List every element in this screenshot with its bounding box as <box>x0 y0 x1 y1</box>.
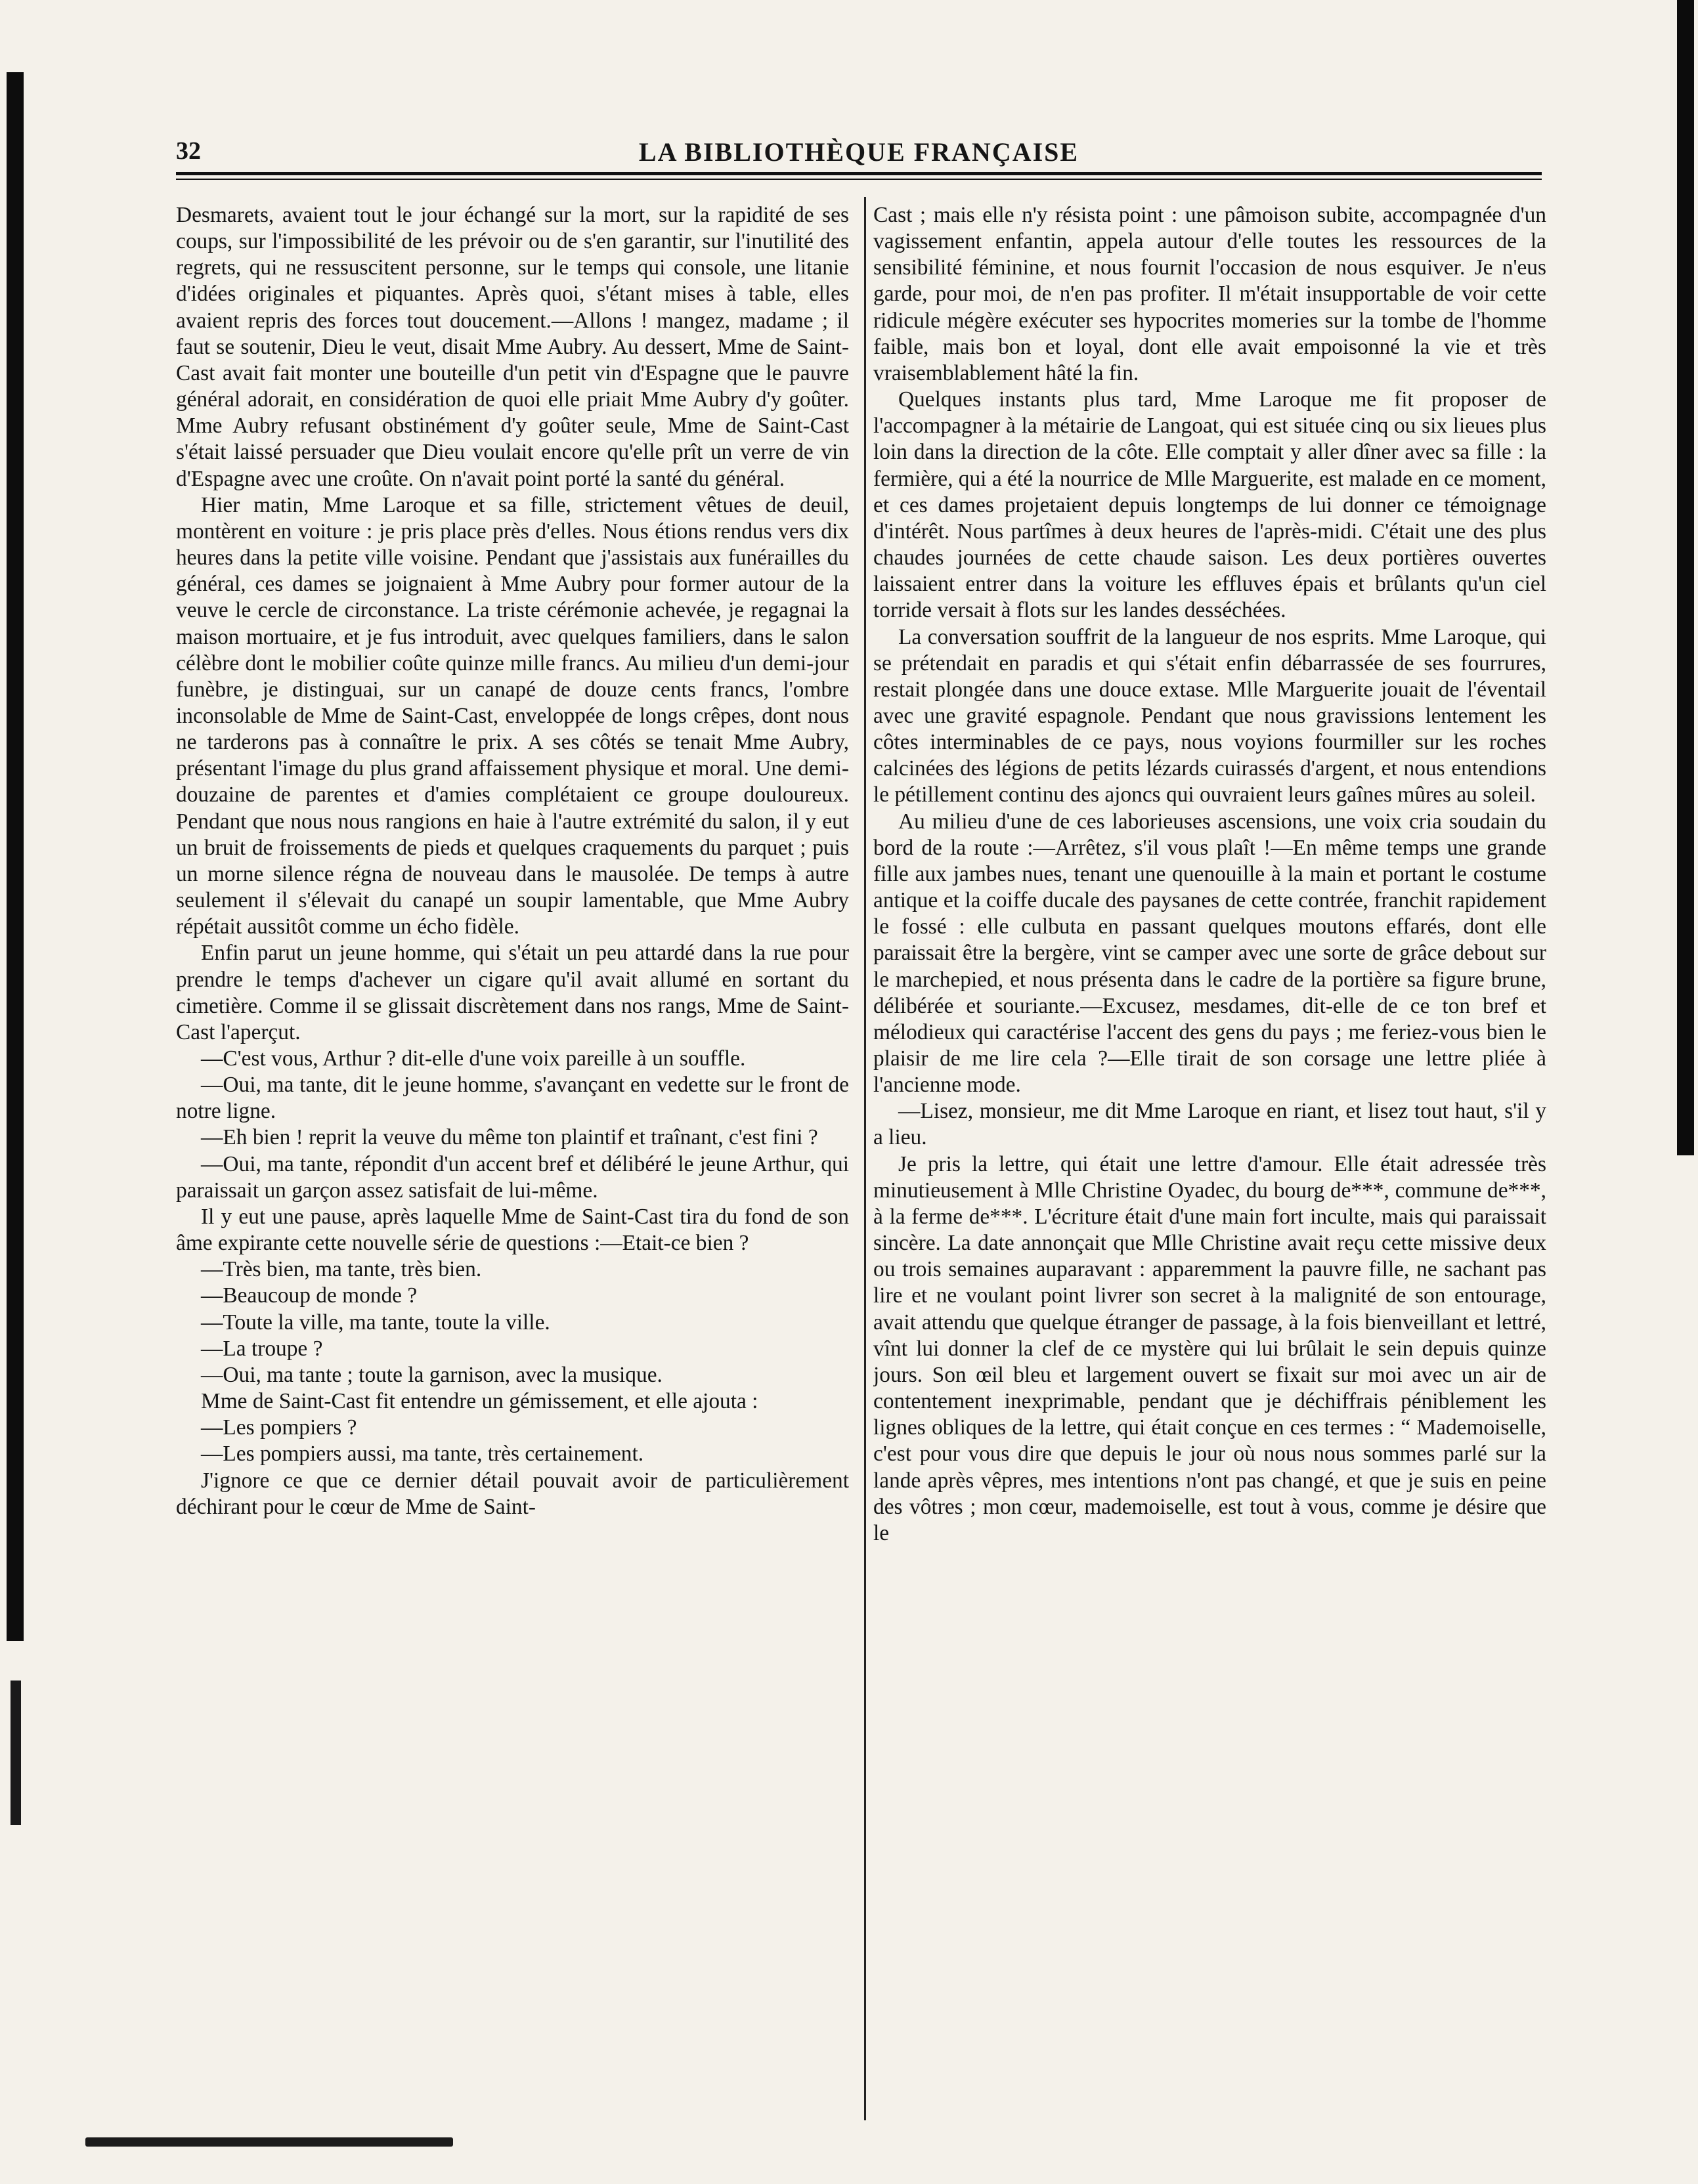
right-column <box>873 202 1546 2119</box>
paragraph: —Oui, ma tante ; toute la garnison, avec la musique. <box>201 1362 663 1387</box>
scan-edge-shadow-left <box>7 72 24 1641</box>
page-number: 32 <box>176 137 201 165</box>
paragraph: Quelques instants plus tard, Mme Laroque me fit proposer de l'accompagner à la métairie de Langoat, qui est située cinq ou six lieues plus loin dans la direction de la côte. Elle comptait y aller dîner avec sa fille : la fermière, qui a été la nourrice de Mlle Marguerite, est malade en ce moment, et ces dames projetaient depuis longtemps de lui donner ce témoignage d'intérêt. Nous partîmes à deux heures de l'après-midi. C'était une des plus chaudes journées de cette chaude saison. Les deux portières ouvertes laissaient entrer dans la voiture les effluves épais et brûlants qu'un ciel torride versait à flots sur les landes desséchées. <box>873 387 1546 623</box>
column-separator <box>864 197 866 2120</box>
paragraph: Mme de Saint-Cast fit entendre un gémissement, et elle ajouta : <box>201 1389 758 1414</box>
paragraph: Au milieu d'une de ces laborieuses ascensions, une voix cria soudain du bord de la route :—Arrêtez, s'il vous plaît !—En même temps une grande fille aux jambes nues, tenant une quenouille à la main et portant le costume antique et la coiffe ducale des paysanes de cette contrée, franchit rapidement le fossé : elle culbuta en passant quelques moutons effarés, dont elle paraissait être la bergère, vint se camper avec une sorte de grâce debout sur le marchepied, et nous présenta dans le cadre de la portière sa figure brune, délibérée et souriante.—Excusez, mesdames, dit-elle de ce ton bref et mélodieux qui caractérise l'accent des gens du pays ; me feriez-vous bien le plaisir de me lire cela ?—Elle tirait de son corsage une lettre pliée à l'ancienne mode. <box>873 809 1546 1098</box>
paragraph: Desmarets, avaient tout le jour échangé sur la mort, sur la rapidité de ses coups, sur l'impossibilité de les prévoir ou de s'en garantir, sur l'inutilité des regrets, qui ne ressuscitent personne, sur le temps qui console, une litanie d'idées originales et piquantes. Après quoi, s'étant mises à table, elles avaient repris des forces tout doucement.—Allons ! mangez, madame ; il faut se soutenir, Dieu le veut, disait Mme Aubry. Au dessert, Mme de Saint-Cast avait fait monter une bouteille d'un petit vin d'Espagne que le pauvre général adorait, en considération de quoi elle priait Mme Aubry d'y goûter. Mme Aubry refusant obstinément d'y goûter seule, Mme de Saint-Cast s'était laissé persuader que Dieu voulait encore qu'elle prît un verre de vin d'Espagne avec une croûte. On n'avait point porté la santé du général. <box>176 203 849 491</box>
header-rule-thin <box>176 179 1542 180</box>
page-header <box>176 137 1542 176</box>
paragraph: J'ignore ce que ce dernier détail pouvait avoir de particulièrement déchirant pour le cœur de Mme de Saint- <box>176 1468 849 1519</box>
paragraph: Enfin parut un jeune homme, qui s'était un peu attardé dans la rue pour prendre le temps d'achever un cigare qu'il avait allumé en sortant du cimetière. Comme il se glissait discrètement dans nos rangs, Mme de Saint-Cast l'aperçut. <box>176 941 849 1044</box>
paragraph: —Très bien, ma tante, très bien. <box>201 1257 482 1282</box>
scan-edge-shadow-right <box>1677 0 1694 1155</box>
paragraph: —Les pompiers ? <box>201 1415 357 1440</box>
paragraph: Je pris la lettre, qui était une lettre d'amour. Elle était adressée très minutieusement à Mlle Christine Oyadec, du bourg de***, commune de***, à la ferme de***. L'écriture était d'une main fort inculte, mais qui paraissait sincère. La date annonçait que Mlle Christine avait reçu cette missive deux ou trois semaines auparavant : apparemment la pauvre fille, ne sachant pas lire et ne voulant point livrer son secret à la malignité de son entourage, avait attendu que quelque étranger de passage, à la fois bienveillant et lettré, vînt lui donner la clef de ce mystère qui lui brûlait le sein depuis quinze jours. Son œil bleu et largement ouvert se fixait sur moi avec un air de contentement inexprimable, pendant que je déchiffrais péniblement les lignes obliques de la lettre, qui était conçue en ces termes : “ Mademoiselle, c'est pour vous dire que depuis le jour où nous nous sommes parlé sur la lande après vêpres, mes intentions n'ont pas changé, et que je suis en peine des vôtres ; mon cœur, mademoiselle, est tout à vous, comme je désire que le <box>873 1151 1546 1545</box>
paragraph: —Lisez, monsieur, me dit Mme Laroque en riant, et lisez tout haut, s'il y a lieu. <box>873 1099 1546 1150</box>
paragraph: —Eh bien ! reprit la veuve du même ton plaintif et traînant, c'est fini ? <box>201 1125 818 1150</box>
scan-edge-shadow-left-lower <box>11 1681 21 1825</box>
paragraph: —Toute la ville, ma tante, toute la ville. <box>201 1310 550 1335</box>
paragraph: —Les pompiers aussi, ma tante, très certainement. <box>201 1442 644 1467</box>
running-title: LA BIBLIOTHÈQUE FRANÇAISE <box>638 137 1079 167</box>
left-column <box>176 202 849 2119</box>
paragraph: —Oui, ma tante, répondit d'un accent bref et délibéré le jeune Arthur, qui paraissait un garçon assez satisfait de lui-même. <box>176 1151 849 1203</box>
paragraph: Cast ; mais elle n'y résista point : une pâmoison subite, accompagnée d'un vagissement enfantin, appela autour d'elle toutes les ressources de la sensibilité féminine, et nous fournit l'occasion de nous esquiver. Je n'eus garde, pour moi, de n'en pas profiter. Il m'était insupportable de voir cette ridicule mégère exécuter ses hypocrites momeries sur la tombe de l'homme faible, mais bon et loyal, dont elle avait empoisonné la vie et très vraisemblablement hâté la fin. <box>873 203 1546 385</box>
header-rule-thick <box>176 172 1542 175</box>
paragraph: —Beaucoup de monde ? <box>201 1283 418 1308</box>
paragraph: —C'est vous, Arthur ? dit-elle d'une voix pareille à un souffle. <box>201 1046 746 1071</box>
paragraph: —La troupe ? <box>201 1336 323 1361</box>
paragraph: Il y eut une pause, après laquelle Mme de Saint-Cast tira du fond de son âme expirante cette nouvelle série de questions :—Etait-ce bien ? <box>176 1204 849 1256</box>
paragraph: Hier matin, Mme Laroque et sa fille, strictement vêtues de deuil, montèrent en voiture : je pris place près d'elles. Nous étions rendus vers dix heures dans la petite ville voisine. Pendant que j'assistais aux funérailles du général, ces dames se joignaient à Mme Aubry pour former autour de la veuve le cercle de circonstance. La triste cérémonie achevée, je regagnai la maison mortuaire, et je fus introduit, avec quelques familiers, dans le salon célèbre dont le mobilier coûte quinze mille francs. Au milieu d'un demi-jour funèbre, je distinguai, sur un canapé de douze cents francs, l'ombre inconsolable de Mme de Saint-Cast, enveloppée de longs crêpes, dont nous ne tarderons pas à connaître le prix. A ses côtés se tenait Mme Aubry, présentant l'image du plus grand affaissement physique et moral. Une demi-douzaine de parentes et d'amies complétaient ce groupe douloureux. Pendant que nous nous rangions en haie à l'autre extrémité du salon, il y eut un bruit de froissements de pieds et quelques craquements du parquet ; puis un morne silence régna de nouveau dans le mausolée. De temps à autre seulement il s'élevait du canapé un soupir lamentable, que Mme Aubry répétait aussitôt comme un écho fidèle. <box>176 492 849 939</box>
paragraph: —Oui, ma tante, dit le jeune homme, s'avançant en vedette sur le front de notre ligne. <box>176 1073 849 1124</box>
scan-smudge-bottom <box>85 2137 453 2147</box>
paragraph: La conversation souffrit de la langueur de nos esprits. Mme Laroque, qui se prétendait en paradis et qui s'était enfin débarrassée de ses fourrures, restait plongée dans une douce extase. Mlle Marguerite jouait de l'éventail avec une gravité espagnole. Pendant que nous gravissions lentement les côtes interminables de ce pays, nous voyions fourmiller sur les roches calcinées des légions de petits lézards cuirassés d'argent, et nous entendions le pétillement continu des ajoncs qui ouvraient leurs gaînes mûres au soleil. <box>873 624 1546 807</box>
